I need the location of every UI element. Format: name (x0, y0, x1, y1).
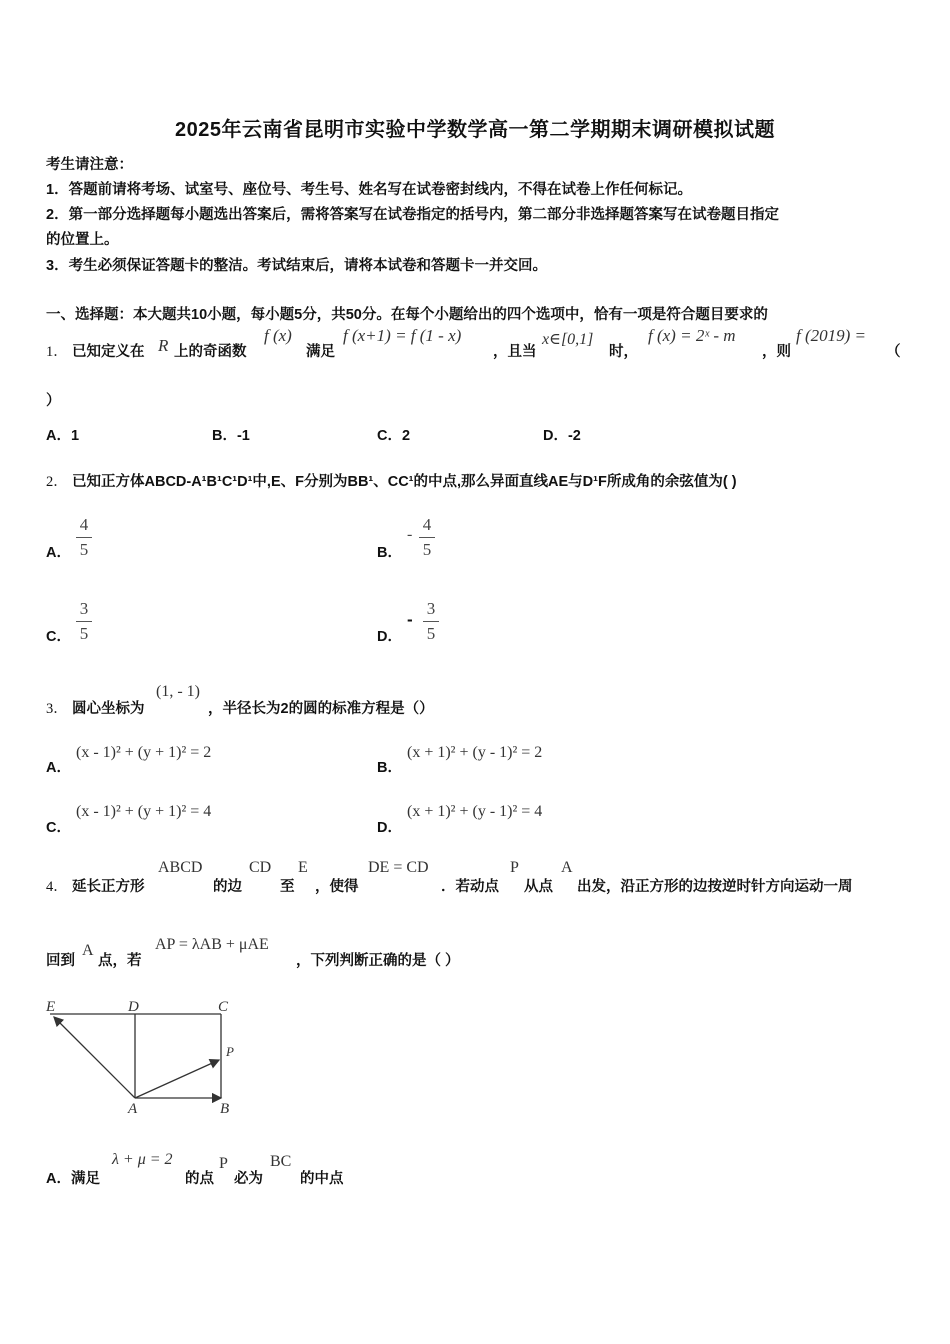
q4-math-p: P (510, 859, 519, 876)
q1-option-c[interactable]: C．2 (377, 428, 411, 444)
q1-text-4: ，且当 (493, 344, 537, 360)
q4-math-a2: A (82, 942, 94, 959)
q4-option-a-math-3: BC (270, 1153, 292, 1170)
q4-math-e: E (298, 859, 308, 876)
q3-math-center: (1, - 1) (156, 683, 200, 700)
q4-option-a-text-4: 的中点 (300, 1171, 344, 1187)
q4-text-7: 出发，沿正方形的边按逆时针方向运动一周 (577, 879, 853, 895)
q1-number: 1． (46, 344, 68, 360)
q1-text-5: 时， (609, 344, 638, 360)
q2-number: 2． (46, 474, 68, 490)
q2-option-b-label[interactable]: B． (377, 545, 402, 561)
q4-math-abcd: ABCD (158, 859, 203, 876)
q4-option-a-text-3: 必为 (234, 1171, 263, 1187)
page-title: 2025年云南省昆明市实验中学数学高一第二学期期末调研模拟试题 (175, 119, 775, 141)
q1-math-fx: f (x) (264, 326, 292, 345)
q1-math-definition: f (x) = 2ˣ - m (648, 326, 736, 345)
q3-option-c-label[interactable]: C． (46, 820, 71, 836)
q3-option-a-equation: (x - 1)² + (y + 1)² = 2 (76, 744, 212, 761)
q3-option-d-label[interactable]: D． (377, 820, 402, 836)
q2-b-numerator: 4 (422, 515, 432, 534)
label-c: C (218, 999, 229, 1015)
q2-d-minus: - (407, 610, 413, 629)
q4-text-10: ，下列判断正确的是（ ） (296, 953, 460, 969)
notice-item-2: 2．第一部分选择题每小题选出答案后，需将答案写在试卷指定的括号内，第二部分非选择题答案写在试卷题目指定 (46, 207, 780, 223)
label-a: A (128, 1101, 138, 1115)
q2-option-a-fraction (76, 515, 92, 560)
q1-text-1: 已知定义在 (72, 344, 145, 360)
q3-option-b-equation: (x + 1)² + (y - 1)² = 2 (407, 744, 543, 761)
q4-text-3: 至 (280, 879, 295, 895)
q4-text-5: ．若动点 (441, 879, 499, 895)
q3-option-b-label[interactable]: B． (377, 760, 402, 776)
q3-text-1: 圆心坐标为 (72, 701, 145, 717)
q2-c-numerator: 3 (79, 599, 89, 618)
q2-c-denominator: 5 (79, 624, 89, 643)
q2-option-d-fraction (423, 599, 439, 644)
q1-math-r: R (158, 336, 169, 355)
q2-d-numerator: 3 (426, 599, 436, 618)
notice-item-3: 3．考生必须保证答题卡的整洁。考试结束后，请将本试卷和答题卡一并交回。 (46, 258, 548, 274)
label-p: P (226, 1044, 234, 1059)
q4-option-a-math-1: λ + μ = 2 (112, 1151, 173, 1168)
vector-ae (54, 1017, 135, 1098)
q4-text-9: 点，若 (98, 953, 142, 969)
q1-math-ask: f (2019) = (796, 326, 867, 345)
q3-option-a-label[interactable]: A． (46, 760, 71, 776)
q2-text: 已知正方体ABCD-A¹B¹C¹D¹中,E、F分别为BB¹、CC¹的中点,那么异面直线AE与D¹F所成角的余弦值为( ) (72, 474, 737, 490)
q1-math-equation: f (x+1) = f (1 - x) (343, 326, 462, 345)
q2-b-minus: - (407, 526, 413, 543)
q2-option-a-label[interactable]: A． (46, 545, 71, 561)
q1-text-3: 满足 (306, 344, 335, 360)
q4-option-a-text-2: 的点 (185, 1171, 214, 1187)
q2-option-c-label[interactable]: C． (46, 629, 71, 645)
label-b: B (220, 1101, 230, 1115)
q1-option-a[interactable]: A．1 (46, 428, 80, 444)
q4-text-6: 从点 (524, 879, 553, 895)
q3-number: 3． (46, 701, 68, 717)
q2-option-b-fraction (419, 515, 435, 560)
q1-option-d[interactable]: D．-2 (543, 428, 581, 444)
q1-text-2: 上的奇函数 (174, 344, 247, 360)
q1-text-6: ，则 (762, 344, 791, 360)
vector-ap (135, 1060, 219, 1098)
q1-paren-open: （ (886, 344, 901, 360)
label-d: D (128, 999, 139, 1015)
q4-text-1: 延长正方形 (72, 879, 145, 895)
q4-text-2: 的边 (213, 879, 242, 895)
notice-heading: 考生请注意： (46, 157, 133, 173)
q3-option-d-equation: (x + 1)² + (y - 1)² = 4 (407, 803, 543, 820)
q4-math-vector: AP = λAB + μAE (155, 936, 269, 953)
q4-option-a-math-2: P (219, 1155, 228, 1172)
q4-number: 4． (46, 879, 68, 895)
q2-a-denominator: 5 (79, 540, 89, 559)
q4-math-de: DE = CD (368, 859, 429, 876)
q2-option-c-fraction (76, 599, 92, 644)
q1-paren-close: ） (46, 393, 61, 409)
notice-item-2-cont: 的位置上。 (46, 232, 119, 248)
q2-a-numerator: 4 (79, 515, 89, 534)
section-heading: 一、选择题：本大题共10小题，每小题5分，共50分。在每个小题给出的四个选项中，恰有一项是符合题目要求的 (46, 307, 768, 323)
q2-option-d-label[interactable]: D． (377, 629, 402, 645)
q4-text-4: ，使得 (315, 879, 359, 895)
q4-math-cd: CD (249, 859, 272, 876)
notice-item-1: 1．答题前请将考场、试室号、座位号、考生号、姓名写在试卷密封线内，不得在试卷上作任何标记。 (46, 182, 693, 198)
square-figure (40, 990, 250, 1115)
q2-d-denominator: 5 (426, 624, 436, 643)
q4-math-a: A (561, 859, 573, 876)
q1-math-domain: x∈[0,1] (542, 331, 594, 348)
q2-b-denominator: 5 (422, 540, 432, 559)
label-e: E (46, 999, 56, 1015)
q4-text-8: 回到 (46, 953, 75, 969)
q3-option-c-equation: (x - 1)² + (y + 1)² = 4 (76, 803, 212, 820)
q1-option-b[interactable]: B．-1 (212, 428, 250, 444)
q3-text-2: ，半径长为2的圆的标准方程是（） (208, 701, 434, 717)
q4-option-a-label[interactable]: A．满足 (46, 1171, 100, 1187)
